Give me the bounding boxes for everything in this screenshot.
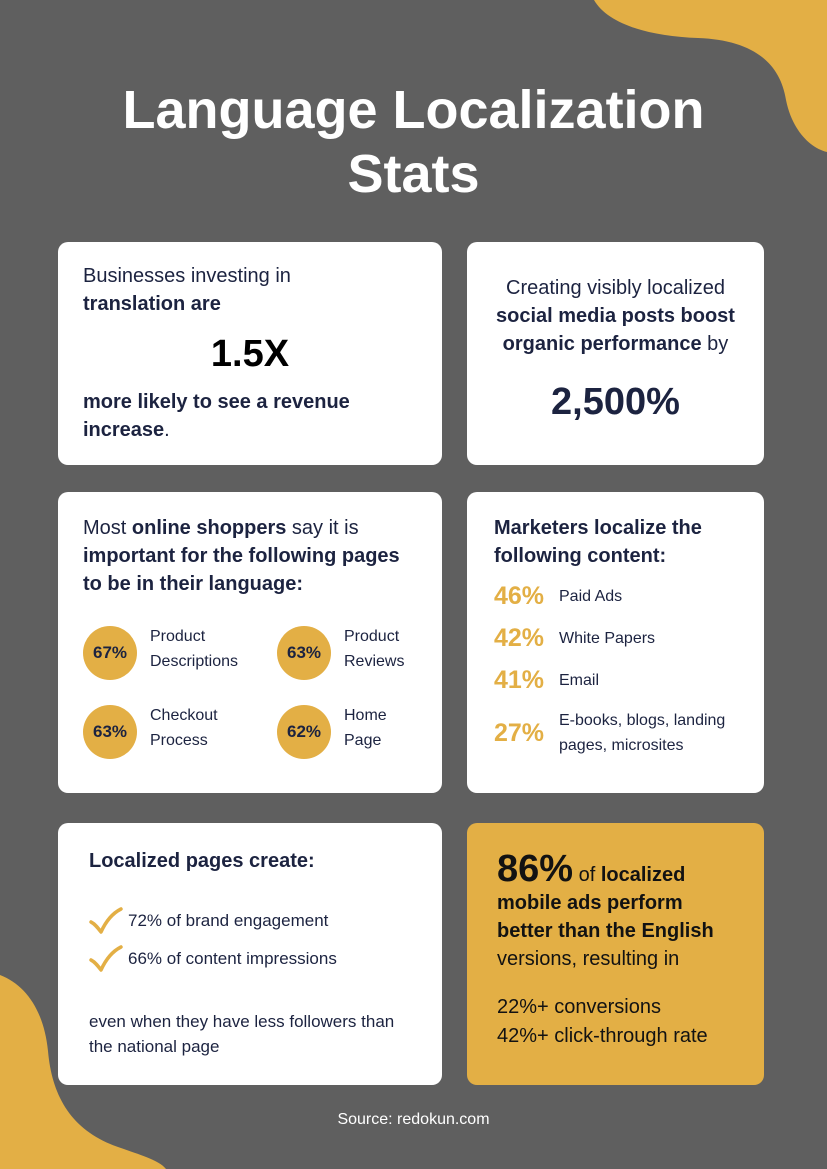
marketers-item-pct: 42%	[494, 624, 545, 652]
mobile-ads-line2: mobile ads perform	[497, 892, 683, 914]
stat-label	[344, 624, 404, 674]
shoppers-stat-item	[83, 624, 253, 684]
localized-pages-footer: even when they have less followers than the national page	[89, 1012, 395, 1056]
online-shoppers-card	[58, 492, 442, 793]
shoppers-intro-line1	[83, 514, 417, 542]
marketers-list-item	[494, 666, 737, 695]
shoppers-intro-mid: say it is	[286, 517, 359, 539]
mobile-ads-line3: better than the English	[497, 920, 714, 942]
shoppers-intro-start: Most	[83, 517, 132, 539]
mobile-ads-stat-conversions: 22%+ conversions	[497, 996, 661, 1018]
marketers-card	[467, 492, 764, 793]
marketers-item-label: E-books, blogs, landing pages, microsites	[559, 712, 726, 754]
stat-label-line2: Descriptions	[150, 653, 239, 670]
translation-line1: Businesses investing in	[83, 265, 291, 287]
shoppers-stat-item	[277, 703, 447, 763]
checkmark-icon	[89, 945, 123, 973]
mobile-ads-card	[467, 823, 764, 1085]
localized-pages-heading: Localized pages create:	[89, 850, 315, 872]
check-list-item	[89, 907, 411, 935]
stat-circle: 63%	[83, 705, 137, 759]
source-credit: Source: redokun.com	[337, 1111, 490, 1128]
translation-stat-value: 1.5X	[210, 333, 290, 375]
social-line2: social media posts boost	[496, 305, 735, 327]
stat-circle: 63%	[277, 626, 331, 680]
marketers-list-item	[494, 624, 737, 653]
marketers-item-pct: 46%	[494, 582, 545, 610]
marketers-item-pct: 41%	[494, 666, 545, 694]
mobile-ads-line4: versions, resulting in	[497, 948, 680, 970]
mobile-ads-pct: 86%	[497, 848, 574, 890]
marketers-item-label: White Papers	[559, 630, 656, 647]
marketers-item-label: Paid Ads	[559, 588, 623, 605]
stat-label-line2: Page	[344, 732, 382, 749]
marketers-heading-line1: Marketers localize the	[494, 517, 702, 539]
page-title-line2: Stats	[347, 144, 480, 204]
checkmark-icon	[89, 907, 123, 935]
shoppers-intro-line3: to be in their language:	[83, 573, 304, 595]
translation-line4-bold: increase	[83, 419, 165, 441]
translation-line4	[83, 416, 417, 444]
stat-label-line1: Product	[344, 628, 400, 645]
shoppers-stat-item	[277, 624, 447, 684]
social-line3-bold: organic performance	[502, 333, 702, 355]
social-line3-end: by	[701, 333, 729, 355]
check-item-text: 66% of content impressions	[128, 949, 337, 968]
mobile-ads-of: of	[573, 864, 601, 886]
marketers-list	[494, 582, 737, 758]
stat-label-line1: Home	[344, 707, 387, 724]
check-item-text: 72% of brand engagement	[128, 911, 329, 930]
shoppers-stat-grid	[83, 616, 417, 786]
social-stat-value: 2,500%	[551, 381, 680, 423]
stat-circle: 67%	[83, 626, 137, 680]
stat-label-line2: Process	[150, 732, 208, 749]
marketers-item-pct: 27%	[494, 718, 545, 747]
translation-revenue-card	[58, 242, 442, 465]
stat-label-line1: Product	[150, 628, 206, 645]
stat-circle: 62%	[277, 705, 331, 759]
localized-pages-card	[58, 823, 442, 1085]
stat-label-line1: Checkout	[150, 707, 218, 724]
social-media-card	[467, 242, 764, 465]
stat-label	[344, 703, 387, 753]
marketers-item-label: Email	[559, 672, 600, 689]
page-title	[0, 78, 827, 206]
check-list-item	[89, 945, 411, 973]
stat-label	[150, 624, 238, 674]
stat-label	[150, 703, 218, 753]
shoppers-intro-line2: important for the following pages	[83, 545, 400, 567]
translation-line2: translation are	[83, 293, 221, 315]
mobile-ads-stats	[497, 993, 734, 1051]
marketers-heading-line2: following content:	[494, 545, 667, 567]
social-line3	[487, 330, 744, 358]
translation-line3: more likely to see a revenue	[83, 391, 350, 413]
marketers-list-item	[494, 582, 737, 611]
translation-line4-end: .	[164, 419, 170, 441]
shoppers-stat-item	[83, 703, 253, 763]
mobile-ads-line1-bold: localized	[600, 864, 686, 886]
shoppers-intro-bold: online shoppers	[131, 517, 287, 539]
marketers-list-item	[494, 708, 737, 758]
mobile-ads-stat-ctr: 42%+ click-through rate	[497, 1025, 708, 1047]
page-title-line1: Language Localization	[122, 80, 705, 140]
stat-label-line2: Reviews	[344, 653, 405, 670]
social-line1: Creating visibly localized	[506, 277, 725, 299]
mobile-ads-line1	[497, 849, 734, 889]
